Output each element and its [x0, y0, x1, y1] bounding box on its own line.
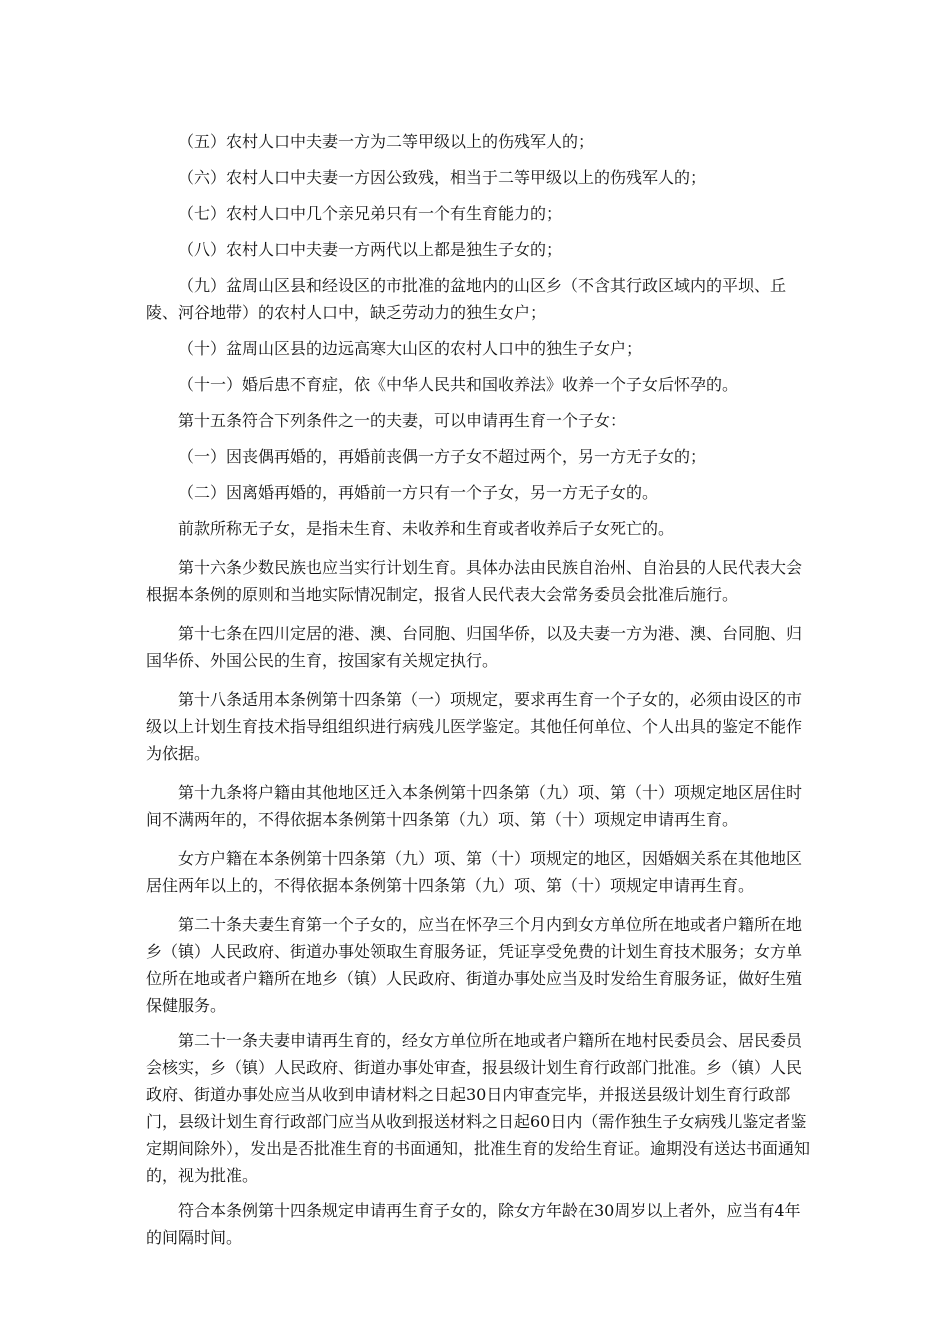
clause-7: （七）农村人口中几个亲兄弟只有一个有生育能力的；: [178, 204, 563, 223]
article-20: 第二十条夫妻生育第一个子女的，应当在怀孕三个月内到女方单位所在地或者户籍所在地乡（镇）人民政府、街道办事处领取生育服务证，凭证享受免费的计划生育技术服务；女方单位所在地或者户籍所在地乡（镇）人民政府、街道办事处应当及时发给生育服务证，做好生殖保健服务。: [146, 915, 803, 1015]
article-21: 第二十一条夫妻申请再生育的，经女方单位所在地或者户籍所在地村民委员会、居民委员会核实，乡（镇）人民政府、街道办事处审查，报县级计划生育行政部门批准。乡（镇）人民政府、街道办事处应当从收到申请材料之日起30日内审查完毕，并报送县级计划生育行政部门，县级计划生育行政部门应当从收到报送材料之日起60日内（需作独生子女病残儿鉴定者鉴定期间除外），发出是否批准生育的书面通知，批准生育的发给生育证。逾期没有送达书面通知的，视为批准。: [146, 1031, 811, 1185]
clause-9: （九）盆周山区县和经设区的市批准的盆地内的山区乡（不含其行政区域内的平坝、丘陵、河谷地带）的农村人口中，缺乏劳动力的独生女户；: [146, 276, 787, 322]
article-15-note: 前款所称无子女，是指未生育、未收养和生育或者收养后子女死亡的。: [178, 519, 675, 538]
article-19-para-2: 女方户籍在本条例第十四条第（九）项、第（十）项规定的地区，因婚姻关系在其他地区居住两年以上的，不得依据本条例第十四条第（九）项、第（十）项规定申请再生育。: [146, 849, 803, 895]
article-15-item-2: （二）因离婚再婚的，再婚前一方只有一个子女，另一方无子女的。: [178, 483, 659, 502]
article-18: 第十八条适用本条例第十四条第（一）项规定，要求再生育一个子女的，必须由设区的市级以上计划生育技术指导组组织进行病残儿医学鉴定。其他任何单位、个人出具的鉴定不能作为依据。: [146, 690, 803, 763]
clause-6: （六）农村人口中夫妻一方因公致残，相当于二等甲级以上的伤残军人的；: [178, 168, 707, 187]
article-21-para-2: 符合本条例第十四条规定申请再生育子女的，除女方年龄在30周岁以上者外，应当有4年的间隔时间。: [146, 1201, 801, 1247]
article-16: 第十六条少数民族也应当实行计划生育。具体办法由民族自治州、自治县的人民代表大会根据本条例的原则和当地实际情况制定，报省人民代表大会常务委员会批准后施行。: [146, 558, 803, 604]
article-19: 第十九条将户籍由其他地区迁入本条例第十四条第（九）项、第（十）项规定地区居住时间不满两年的，不得依据本条例第十四条第（九）项、第（十）项规定申请再生育。: [146, 783, 803, 829]
clause-10: （十）盆周山区县的边远高寒大山区的农村人口中的独生子女户；: [178, 339, 643, 358]
clause-11: （十一）婚后患不育症，依《中华人民共和国收养法》收养一个子女后怀孕的。: [178, 375, 739, 394]
article-15: 第十五条符合下列条件之一的夫妻，可以申请再生育一个子女：: [178, 411, 627, 430]
clause-8: （八）农村人口中夫妻一方两代以上都是独生子女的；: [178, 240, 563, 259]
article-17: 第十七条在四川定居的港、澳、台同胞、归国华侨，以及夫妻一方为港、澳、台同胞、归国华侨、外国公民的生育，按国家有关规定执行。: [146, 624, 803, 670]
clause-5: （五）农村人口中夫妻一方为二等甲级以上的伤残军人的；: [178, 132, 595, 151]
article-15-item-1: （一）因丧偶再婚的，再婚前丧偶一方子女不超过两个，另一方无子女的；: [178, 447, 707, 466]
